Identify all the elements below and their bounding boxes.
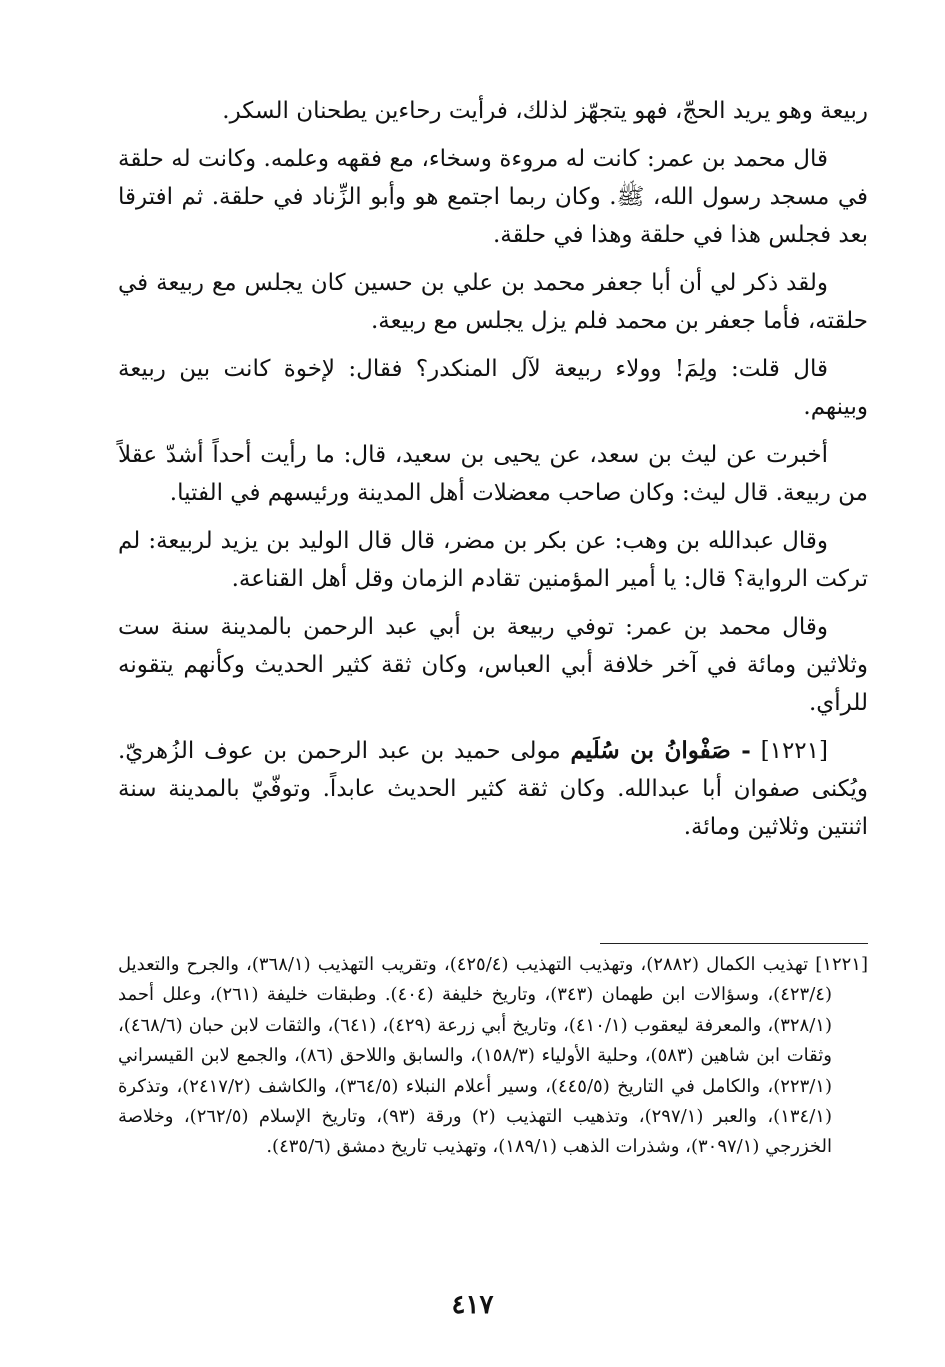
biography-name: - صَفْوانُ بن سُلَيم — [570, 737, 751, 764]
footnotes — [118, 950, 868, 1163]
biography-number: [١٢٢١] — [760, 738, 828, 764]
main-text — [118, 92, 868, 856]
paragraph-5: أخبرت عن ليث بن سعد، عن يحيى بن سعيد، قال: ما رأيت أحداً أشدّ عقلاً من ربيعة. قال ليث: وكان صاحب معضلات أهل المدينة ورئيسهم في الفتيا. — [118, 442, 868, 506]
footnote-divider — [600, 943, 868, 944]
paragraph-6: وقال عبدالله بن وهب: عن بكر بن مضر، قال قال الوليد بن يزيد لربيعة: لم تركت الرواية؟ قال: يا أمير المؤمنين تقادم الزمان وقل أهل القناعة. — [118, 528, 868, 592]
page-number: ٤١٧ — [451, 1290, 494, 1320]
biography-text: مولى حميد بن عبد الرحمن بن عوف الزُهريّ. ويُكنى صفوان أبا عبدالله. وكان ثقة كثير الحديث عابداً. وتوفّيّ بالمدينة سنة اثنتين وثلاثين ومائة. — [118, 738, 868, 840]
paragraph-3: ولقد ذكر لي أن أبا جعفر محمد بن علي بن حسين كان يجلس مع ربيعة في حلقته، فأما جعفر بن محمد فلم يزل يجلس مع ربيعة. — [118, 270, 868, 334]
biography-entry — [118, 732, 868, 846]
footnote-1221: [١٢٢١] تهذيب الكمال (٢٨٨٢)، وتهذيب التهذيب (٤٢٥/٤)، وتقريب التهذيب (٣٦٨/١)، والجرح والتعديل (٤٢٣/٤)، وسؤالات ابن طهمان (٣٤٣)، وتاريخ خليفة (٤٠٤). وطبقات خليفة (٢٦١)، وعلل أحمد (٣٢٨/١)، والمعرفة ليعقوب (٤١٠/١)، وتاريخ أبي زرعة (٤٢٩)، (٦٤١)، والثقات لابن حبان (٤٦٨/٦)، وثقات ابن شاهين (٥٨٣)، وحلية الأولياء (١٥٨/٣)، والسابق واللاحق (٨٦)، والجمع لابن القيسراني (٢٢٣/١)، والكامل في التاريخ (٤٤٥/٥)، وسير أعلام النبلاء (٣٦٤/٥)، والكاشف (٢٤١٧/٢)، وتذكرة (١٣٤/١)، والعبر (٢٩٧/١)، وتذهيب التهذيب (٢) ورقة (٩٣)، وتاريخ الإسلام (٢٦٢/٥)، وخلاصة الخزرجي (٣٠٩٧/١)، وشذرات الذهب (١٨٩/١)، وتهذيب تاريخ دمشق (٤٣٥/٦). — [118, 954, 868, 1158]
paragraph-7: وقال محمد بن عمر: توفي ربيعة بن أبي عبد الرحمن بالمدينة سنة ست وثلاثين ومائة في آخر خلافة أبي العباس، وكان ثقة كثير الحديث وكأنهم يتقونه للرأي. — [118, 614, 868, 716]
paragraph-1: ربيعة وهو يريد الحجّ، فهو يتجهّز لذلك، فرأيت رحاءين يطحنان السكر. — [222, 98, 868, 124]
paragraph-4: قال قلت: ولِمَ! وولاء ربيعة لآل المنكدر؟ فقال: لإخوة كانت بين ربيعة وبينهم. — [118, 356, 868, 420]
paragraph-2: قال محمد بن عمر: كانت له مروءة وسخاء، مع فقهه وعلمه. وكانت له حلقة في مسجد رسول الله، ﷺ. وكان ربما اجتمع هو وأبو الزِّناد في حلقة. ثم افترقا بعد فجلس هذا في حلقة وهذا في حلقة. — [118, 146, 868, 248]
